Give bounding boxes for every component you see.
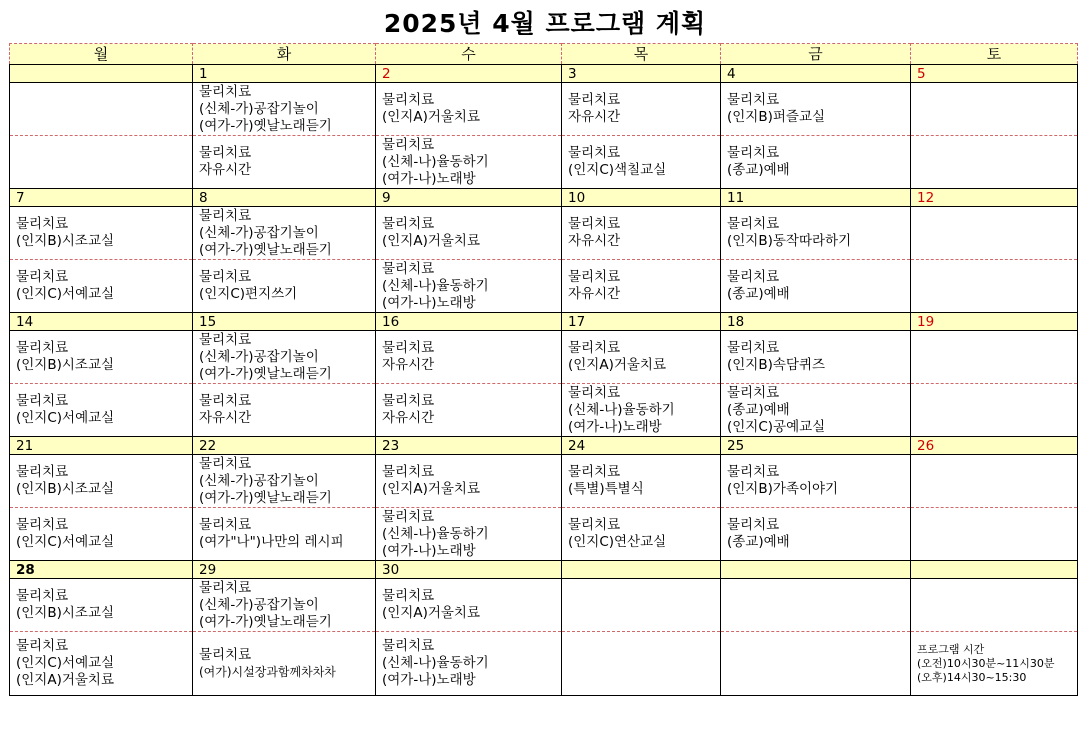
activity-line: 물리치료 — [382, 92, 435, 108]
activity-cell — [376, 136, 562, 189]
activity-row — [10, 136, 1078, 189]
activity-line: 물리치료 — [568, 145, 621, 161]
date-cell: 16 — [376, 313, 562, 331]
activity-line: 물리치료 — [727, 517, 780, 533]
date-cell: 25 — [721, 437, 911, 455]
date-cell: 22 — [193, 437, 376, 455]
activity-line: 물리치료 — [568, 92, 621, 108]
activity-line: 물리치료 — [16, 464, 69, 480]
activity-line: (여가-가)옛날노래듣기 — [199, 117, 332, 134]
activity-cell — [721, 83, 911, 136]
activity-line: 물리치료 — [16, 588, 69, 604]
activity-line: 물리치료 — [16, 393, 69, 409]
date-cell — [10, 65, 193, 83]
activity-line: (여가-나)노래방 — [382, 542, 476, 559]
activity-line: (인지B)퍼즐교실 — [727, 109, 826, 125]
program-time-label: 프로그램 시간 — [917, 642, 985, 656]
date-cell: 17 — [562, 313, 721, 331]
activity-line: 물리치료 — [16, 340, 69, 356]
weekday-thu: 목 — [562, 44, 721, 65]
date-cell: 28 — [10, 561, 193, 579]
activity-line: (신체-나)율동하기 — [382, 655, 489, 671]
activity-cell — [10, 207, 193, 260]
activity-cell — [10, 260, 193, 313]
activity-cell — [10, 384, 193, 437]
activity-row — [10, 508, 1078, 561]
activity-line: (종교)예배 — [727, 286, 790, 302]
activity-row — [10, 384, 1078, 437]
activity-line: 자유시간 — [568, 233, 621, 249]
date-cell: 19 — [911, 313, 1078, 331]
activity-line: 물리치료 — [382, 508, 435, 525]
activity-cell — [193, 331, 376, 384]
activity-cell — [562, 455, 721, 508]
activity-line: 물리치료 — [199, 331, 252, 348]
activity-line: 물리치료 — [568, 269, 621, 285]
activity-cell — [721, 508, 911, 561]
activity-line: (여가-가)옛날노래듣기 — [199, 241, 332, 258]
activity-cell — [193, 508, 376, 561]
date-cell: 26 — [911, 437, 1078, 455]
activity-line: 물리치료 — [16, 216, 69, 232]
activity-line: (신체-가)공잡기놀이 — [199, 596, 319, 613]
date-row — [10, 313, 1078, 331]
activity-line: 물리치료 — [382, 216, 435, 232]
program-time-am: (오전)10시30분~11시30분 — [917, 656, 1055, 670]
activity-cell — [10, 579, 193, 632]
activity-cell — [721, 384, 911, 437]
activity-cell — [562, 508, 721, 561]
date-cell: 29 — [193, 561, 376, 579]
weekday-header-row — [10, 44, 1078, 65]
activity-line: (여가-가)옛날노래듣기 — [199, 489, 332, 506]
activity-cell — [10, 331, 193, 384]
activity-line: 물리치료 — [568, 464, 621, 480]
activity-line: 물리치료 — [382, 260, 435, 277]
activity-cell — [911, 579, 1078, 632]
activity-line: 물리치료 — [199, 646, 252, 663]
activity-line: (인지C)서예교실 — [16, 286, 115, 302]
activity-line: 물리치료 — [382, 464, 435, 480]
activity-line: (여가-나)노래방 — [382, 170, 476, 187]
activity-cell — [193, 136, 376, 189]
activity-line: 물리치료 — [382, 136, 435, 153]
date-row — [10, 561, 1078, 579]
activity-row — [10, 207, 1078, 260]
date-cell: 1 — [193, 65, 376, 83]
activity-line: 물리치료 — [727, 145, 780, 161]
date-cell: 21 — [10, 437, 193, 455]
activity-line: (여가-가)옛날노래듣기 — [199, 613, 332, 630]
activity-cell — [376, 331, 562, 384]
activity-cell — [376, 83, 562, 136]
date-cell — [721, 561, 911, 579]
activity-cell — [721, 331, 911, 384]
activity-line: (신체-가)공잡기놀이 — [199, 100, 319, 117]
activity-line: (인지A)거울치료 — [382, 233, 481, 249]
activity-line: (인지A)거울치료 — [382, 481, 481, 497]
date-cell — [911, 561, 1078, 579]
activity-cell — [911, 136, 1078, 189]
activity-line: (인지B)시조교실 — [16, 481, 115, 497]
activity-line: (신체-나)율동하기 — [382, 525, 489, 542]
activity-line: (인지A)거울치료 — [568, 357, 667, 373]
activity-line: (신체-가)공잡기놀이 — [199, 224, 319, 241]
activity-line: (여가"나")나만의 레시피 — [199, 534, 344, 550]
activity-line: (신체-가)공잡기놀이 — [199, 348, 319, 365]
activity-line: (인지C)서예교실 — [16, 410, 115, 426]
date-cell: 7 — [10, 189, 193, 207]
weekday-wed: 수 — [376, 44, 562, 65]
date-cell — [562, 561, 721, 579]
activity-line: 물리치료 — [382, 340, 435, 356]
activity-cell — [911, 632, 1078, 696]
activity-line: (신체-나)율동하기 — [568, 401, 675, 418]
activity-line: 물리치료 — [16, 269, 69, 285]
activity-cell — [376, 207, 562, 260]
activity-cell — [911, 331, 1078, 384]
activity-cell — [721, 455, 911, 508]
date-cell: 14 — [10, 313, 193, 331]
activity-cell — [193, 83, 376, 136]
activity-cell — [376, 260, 562, 313]
activity-cell — [193, 384, 376, 437]
activity-line: 물리치료 — [199, 269, 252, 285]
date-cell: 3 — [562, 65, 721, 83]
activity-cell — [911, 508, 1078, 561]
activity-cell — [562, 136, 721, 189]
date-cell: 12 — [911, 189, 1078, 207]
activity-line: 자유시간 — [199, 410, 252, 426]
date-cell: 18 — [721, 313, 911, 331]
activity-cell — [376, 508, 562, 561]
activity-line: (여가-나)노래방 — [382, 672, 476, 688]
activity-cell — [10, 83, 193, 136]
activity-line: 물리치료 — [568, 384, 621, 401]
activity-line: (여가)시설장과함께차차차 — [199, 664, 336, 679]
activity-line: 물리치료 — [568, 517, 621, 533]
activity-cell — [721, 632, 911, 696]
activity-cell — [10, 455, 193, 508]
date-cell: 15 — [193, 313, 376, 331]
activity-line: (여가-가)옛날노래듣기 — [199, 365, 332, 382]
activity-cell — [193, 260, 376, 313]
activity-line: 물리치료 — [727, 92, 780, 108]
activity-line: 물리치료 — [199, 579, 252, 596]
activity-line: (인지B)가족이야기 — [727, 481, 839, 497]
activity-line: (인지C)서예교실 — [16, 655, 115, 671]
activity-line: 물리치료 — [727, 464, 780, 480]
activity-row — [10, 331, 1078, 384]
activity-line: (인지C)색칠교실 — [568, 162, 667, 178]
activity-cell — [376, 579, 562, 632]
activity-line: (인지C)연산교실 — [568, 534, 667, 550]
activity-cell — [911, 384, 1078, 437]
activity-line: (인지A)거울치료 — [16, 672, 115, 688]
weekday-tue: 화 — [193, 44, 376, 65]
activity-cell — [10, 632, 193, 696]
activity-line: (종교)예배 — [727, 401, 790, 418]
date-cell: 24 — [562, 437, 721, 455]
activity-cell — [10, 508, 193, 561]
activity-line: 물리치료 — [568, 340, 621, 356]
program-time-pm: (오후)14시30~15:30 — [917, 670, 1027, 684]
activity-cell — [562, 207, 721, 260]
activity-line: (인지B)시조교실 — [16, 605, 115, 621]
date-cell: 5 — [911, 65, 1078, 83]
activity-row — [10, 632, 1078, 696]
activity-line: 물리치료 — [382, 588, 435, 604]
activity-line: (종교)예배 — [727, 162, 790, 178]
date-row — [10, 189, 1078, 207]
activity-line: 자유시간 — [382, 410, 435, 426]
activity-line: 물리치료 — [727, 269, 780, 285]
activity-cell — [562, 331, 721, 384]
activity-cell — [562, 632, 721, 696]
activity-cell — [376, 384, 562, 437]
date-row — [10, 65, 1078, 83]
weekday-fri: 금 — [721, 44, 911, 65]
activity-line: 물리치료 — [199, 145, 252, 161]
date-cell: 23 — [376, 437, 562, 455]
date-cell: 10 — [562, 189, 721, 207]
activity-line: (인지B)시조교실 — [16, 357, 115, 373]
activity-cell — [721, 260, 911, 313]
activity-line: 물리치료 — [16, 638, 69, 654]
date-cell: 2 — [376, 65, 562, 83]
activity-line: (인지B)시조교실 — [16, 233, 115, 249]
activity-line: (신체-나)율동하기 — [382, 153, 489, 170]
activity-line: (종교)예배 — [727, 534, 790, 550]
activity-line: 자유시간 — [568, 109, 621, 125]
activity-cell — [562, 384, 721, 437]
activity-line: 물리치료 — [727, 384, 780, 401]
activity-cell — [911, 260, 1078, 313]
activity-cell — [911, 455, 1078, 508]
weekday-sat: 토 — [911, 44, 1078, 65]
activity-line: 물리치료 — [199, 455, 252, 472]
activity-line: (인지C)편지쓰기 — [199, 286, 298, 302]
activity-line: (신체-나)율동하기 — [382, 277, 489, 294]
activity-row — [10, 579, 1078, 632]
activity-cell — [562, 83, 721, 136]
activity-line: (특별)특별식 — [568, 481, 644, 497]
activity-line: 물리치료 — [382, 638, 435, 654]
activity-line: (인지A)거울치료 — [382, 109, 481, 125]
activity-line: (인지C)서예교실 — [16, 534, 115, 550]
activity-cell — [721, 579, 911, 632]
activity-cell — [721, 136, 911, 189]
activity-cell — [562, 260, 721, 313]
activity-line: 물리치료 — [568, 216, 621, 232]
date-row — [10, 437, 1078, 455]
activity-cell — [376, 632, 562, 696]
activity-cell — [911, 207, 1078, 260]
activity-row — [10, 455, 1078, 508]
activity-cell — [193, 579, 376, 632]
activity-cell — [193, 632, 376, 696]
activity-cell — [193, 207, 376, 260]
activity-line: (여가-나)노래방 — [382, 294, 476, 311]
activity-line: 물리치료 — [199, 393, 252, 409]
activity-cell — [721, 207, 911, 260]
activity-line: (신체-가)공잡기놀이 — [199, 472, 319, 489]
activity-line: (인지B)동작따라하기 — [727, 233, 852, 249]
activity-line: 물리치료 — [727, 340, 780, 356]
activity-line: (인지A)거울치료 — [382, 605, 481, 621]
date-cell: 8 — [193, 189, 376, 207]
activity-cell — [10, 136, 193, 189]
activity-line: (여가-나)노래방 — [568, 418, 662, 435]
activity-line: (인지B)속담퀴즈 — [727, 357, 826, 373]
activity-cell — [193, 455, 376, 508]
activity-line: (인지C)공예교실 — [727, 418, 826, 435]
activity-line: 물리치료 — [16, 517, 69, 533]
activity-line: 물리치료 — [199, 83, 252, 100]
activity-cell — [911, 83, 1078, 136]
calendar-table — [9, 43, 1078, 696]
weekday-mon: 월 — [10, 44, 193, 65]
activity-row — [10, 83, 1078, 136]
date-cell: 11 — [721, 189, 911, 207]
activity-line: 물리치료 — [382, 393, 435, 409]
date-cell: 4 — [721, 65, 911, 83]
activity-line: 물리치료 — [199, 207, 252, 224]
activity-line: 물리치료 — [199, 517, 252, 533]
activity-cell — [562, 579, 721, 632]
page-title: 2025년 4월 프로그램 계획 — [383, 9, 707, 38]
date-cell: 30 — [376, 561, 562, 579]
activity-line: 물리치료 — [727, 216, 780, 232]
activity-row — [10, 260, 1078, 313]
activity-line: 자유시간 — [199, 162, 252, 178]
activity-cell — [376, 455, 562, 508]
activity-line: 자유시간 — [382, 357, 435, 373]
date-cell: 9 — [376, 189, 562, 207]
activity-line: 자유시간 — [568, 286, 621, 302]
